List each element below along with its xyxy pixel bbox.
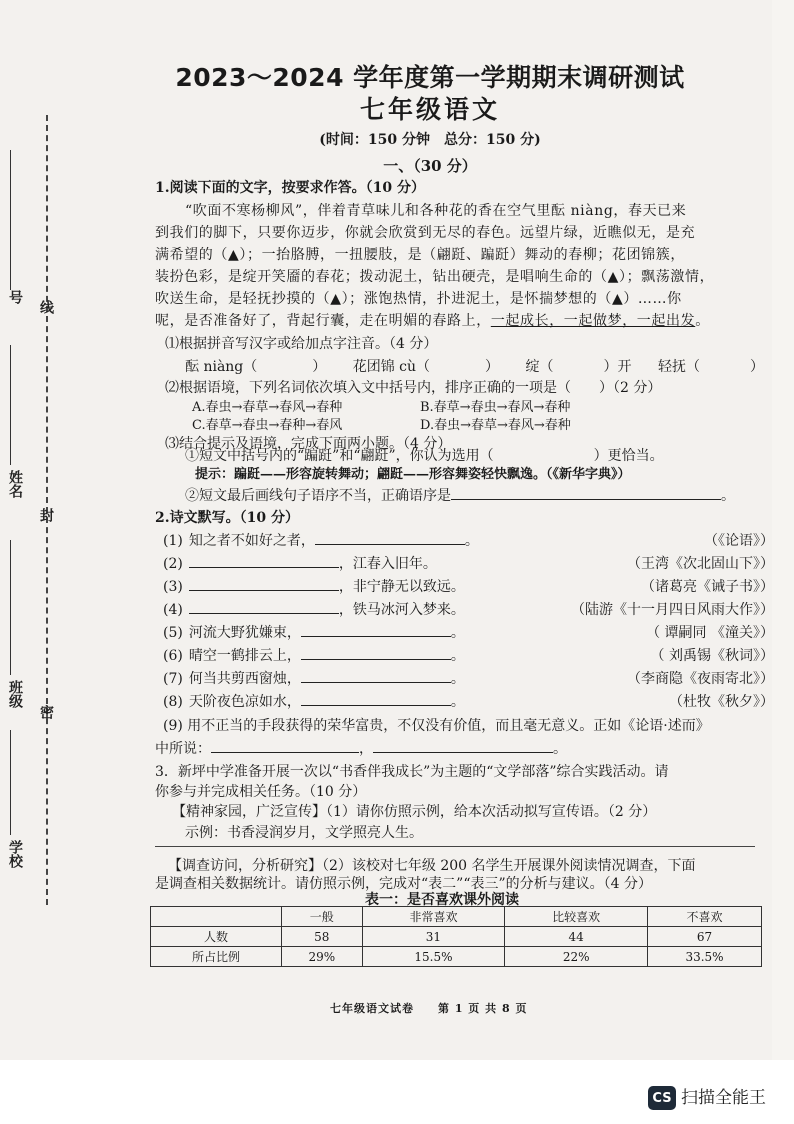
poem-item-source: （ 谭嗣同 《潼关》） bbox=[646, 625, 774, 641]
table-cell: 所占比例 bbox=[151, 947, 282, 967]
poem-item-given: 河流大野犹嫌束， bbox=[188, 625, 301, 641]
exam-subtitle: 七年级语文 bbox=[359, 95, 500, 124]
q1-passage-line-3: 满希望的（▲）；一抬胳膊，一扭腰肢，是（翩跹、蹁跹）舞动的春柳；花团锦簇， bbox=[155, 247, 685, 263]
poem-item-blank[interactable] bbox=[189, 576, 339, 591]
table-header-cell: 一般 bbox=[282, 907, 363, 927]
camscanner-label: 扫描全能王 bbox=[681, 1088, 766, 1108]
q1-sub1-item-2: 花团锦 cù（ bbox=[352, 359, 431, 375]
table-header-cell bbox=[151, 907, 282, 927]
poem-item-number: (5) bbox=[163, 625, 183, 641]
margin-label-hao: 号 bbox=[7, 290, 23, 304]
q1-sub1-items bbox=[185, 357, 764, 377]
q1-passage-line-4: 装扮色彩，是绽开笑靥的春花；拨动泥土，钻出硬壳，是唱响生命的（▲）；飘荡激情， bbox=[155, 269, 715, 285]
q3-task-1: 【精神家园，广泛宣传】（1）请你仿照示例，给本次活动拟写宣传语。（2 分） bbox=[172, 804, 657, 820]
poem-item-blank[interactable] bbox=[301, 668, 451, 683]
poem-item-given: ，非宁静无以致远。 bbox=[338, 579, 465, 595]
margin-label-xingming: 姓名 bbox=[7, 470, 23, 498]
table-cell: 44 bbox=[505, 927, 648, 947]
poem-item-given: 天阶夜色凉如水， bbox=[188, 694, 301, 710]
q1-sub3: ⑶结合提示及语境，完成下面两小题。（4 分） bbox=[165, 436, 452, 452]
q3-task-2-line-2: 是调查相关数据统计。请仿照示例，完成对“表二”“表三”的分析与建议。（4 分） bbox=[155, 876, 652, 892]
table-cell: 人数 bbox=[151, 927, 282, 947]
margin-label-xuexiao: 学校 bbox=[7, 840, 23, 868]
margin-blank-hao bbox=[10, 150, 11, 290]
q1-passage-line-2: 到我们的脚下，只要你迈步，你就会欣赏到无尽的春色。远望片绿，近瞧似无，是充 bbox=[155, 225, 696, 241]
q1-sub3-a bbox=[185, 446, 664, 466]
poem-item-blank[interactable] bbox=[301, 691, 451, 706]
q2-item9-line-1: (9) 用不正当的手段获得的荣华富贵，不仅没有价值，而且毫无意义。正如《论语·述而》 bbox=[163, 718, 710, 734]
poem-item bbox=[163, 599, 465, 620]
q2-item9-blank-2[interactable] bbox=[373, 738, 553, 753]
q3-line-2: 你参与并完成相关任务。（10 分） bbox=[155, 784, 367, 800]
paper-edge bbox=[772, 0, 794, 1060]
table-cell: 29% bbox=[282, 947, 363, 967]
q1-sub1-item-4-close: ） bbox=[749, 359, 764, 375]
q1-sub2-option-d: D.春虫→春草→春风→春种 bbox=[420, 418, 571, 433]
q2-item9-blank-1[interactable] bbox=[211, 738, 359, 753]
table-cell: 58 bbox=[282, 927, 363, 947]
q1-passage-line-5: 吹送生命，是轻抚抄摸的（▲）；涨饱热情，扑进泥土，是怀揣梦想的（▲）……你 bbox=[155, 291, 682, 307]
poem-item bbox=[163, 530, 479, 551]
table-cell: 67 bbox=[648, 927, 762, 947]
q1-heading: 1.阅读下面的文字，按要求作答。（10 分） bbox=[155, 180, 425, 196]
q1-sub3-hint: 提示：蹁跹——形容旋转舞动；翩跹——形容舞姿轻快飘逸。（《新华字典》） bbox=[195, 467, 631, 482]
q1-sub3-a-end: ）更恰当。 bbox=[593, 448, 664, 464]
q1-sub3-b: ②短文最后画线句子语序不当，正确语序是 。 bbox=[185, 485, 735, 506]
q3-line-1: 3．新坪中学准备开展一次以“书香伴我成长”为主题的“文学部落”综合实践活动。请 bbox=[155, 764, 669, 780]
q1-sub1-item-3-close: ）开 bbox=[603, 359, 632, 375]
table-header-cell: 比较喜欢 bbox=[505, 907, 648, 927]
q1-sub1-answer-1[interactable] bbox=[257, 357, 312, 371]
reading-survey-table bbox=[150, 906, 762, 967]
poem-item bbox=[163, 622, 465, 643]
margin-label-xian: 线 bbox=[38, 300, 54, 314]
margin-label-mi: 密 bbox=[38, 705, 54, 719]
q1-passage-line-6 bbox=[155, 311, 710, 331]
poem-item-source: （《论语》） bbox=[704, 533, 774, 549]
poem-item-blank[interactable] bbox=[189, 553, 339, 568]
q2-item9-line-2 bbox=[155, 738, 567, 759]
poem-item-source: （诸葛亮《诫子书》） bbox=[641, 579, 774, 595]
poem-item-given: 知之者不如好之者， bbox=[188, 533, 315, 549]
q1-sub1-item-4: 轻抚（ bbox=[657, 359, 700, 375]
poem-item-given: 。 bbox=[450, 671, 465, 687]
q2-heading: 2.诗文默写。（10 分） bbox=[155, 510, 299, 526]
q1-sub3-b-answer[interactable] bbox=[451, 485, 721, 500]
poem-item-number: (8) bbox=[163, 694, 183, 710]
margin-blank-xingming bbox=[10, 345, 11, 465]
table-1-title: 表一：是否喜欢课外阅读 bbox=[365, 892, 519, 908]
poem-item bbox=[163, 576, 465, 597]
poem-item bbox=[163, 691, 465, 712]
q1-sub2: ⑵根据语境，下列名词依次填入文中括号内，排序正确的一项是（ ）（2 分） bbox=[165, 380, 662, 396]
exam-title: 2023～2024 学年度第一学期期末调研测试 bbox=[175, 63, 685, 92]
q1-sub1-item-1: 酝 niàng（ bbox=[185, 359, 258, 375]
q1-sub3-a-text: ①短文中括号内的“蹁跹”和“翩跹”，你认为选用（ bbox=[185, 448, 494, 464]
poem-item bbox=[163, 668, 465, 689]
poem-item-number: (3) bbox=[163, 579, 183, 595]
table-cell: 33.5% bbox=[648, 947, 762, 967]
margin-blank-banji bbox=[10, 540, 11, 675]
poem-item-blank[interactable] bbox=[301, 645, 451, 660]
q3-example: 示例：书香浸润岁月，文学照亮人生。 bbox=[185, 825, 423, 841]
margin-label-banji: 班级 bbox=[7, 680, 23, 708]
q1-sub3-b-text: ②短文最后画线句子语序不当，正确语序是 bbox=[185, 488, 451, 504]
q1-sub1-answer-4[interactable] bbox=[700, 357, 750, 371]
q1-sub2-option-c: C.春草→春虫→春种→春风 bbox=[192, 418, 343, 433]
poem-item-blank[interactable] bbox=[189, 599, 339, 614]
table-cell: 31 bbox=[362, 927, 505, 947]
poem-item-source: （王湾《次北固山下》） bbox=[627, 556, 774, 572]
poem-item-given: 。 bbox=[464, 533, 479, 549]
section-heading: 一、（30 分） bbox=[383, 157, 477, 175]
camscanner-logo-icon: CS bbox=[648, 1086, 676, 1110]
q3-task-2-line-1: 【调查访问，分析研究】（2）该校对七年级 200 名学生开展课外阅读情况调查，下面 bbox=[168, 858, 696, 874]
q1-passage-period: 。 bbox=[695, 313, 710, 329]
poem-item-source: （李商隐《夜雨寄北》） bbox=[627, 671, 774, 687]
table-header-cell: 非常喜欢 bbox=[362, 907, 505, 927]
poem-item-given: ，铁马冰河入梦来。 bbox=[338, 602, 465, 618]
poem-item-blank[interactable] bbox=[315, 530, 465, 545]
q1-sub2-option-a: A.春虫→春草→春风→春种 bbox=[192, 400, 343, 415]
q1-sub1-item-1-close: ） bbox=[312, 359, 327, 375]
poem-item-number: (7) bbox=[163, 671, 183, 687]
page-footer: 七年级语文试卷 第 1 页 共 8 页 bbox=[330, 1002, 528, 1015]
poem-item-given: ，江春入旧年。 bbox=[338, 556, 437, 572]
table-cell: 22% bbox=[505, 947, 648, 967]
q1-sub1-answer-3[interactable] bbox=[554, 357, 604, 371]
poem-item-number: (6) bbox=[163, 648, 183, 664]
q1-sub1-item-2-close: ） bbox=[485, 359, 500, 375]
poem-item-source: （陆游《十一月四日风雨大作》） bbox=[571, 602, 774, 618]
q1-sub2-option-b: B.春草→春虫→春风→春种 bbox=[420, 400, 571, 415]
poem-item-given: 晴空一鹤排云上， bbox=[188, 648, 301, 664]
q2-item9-end: 。 bbox=[553, 741, 567, 757]
q1-passage-line-1: “吹面不寒杨柳风”，伴着青草味儿和各种花的香在空气里酝 niàng，春天已来 bbox=[185, 203, 687, 219]
q1-sub1: ⑴根据拼音写汉字或给加点字注音。（4 分） bbox=[165, 336, 438, 352]
poem-item-given: 。 bbox=[450, 648, 465, 664]
poem-item bbox=[163, 553, 437, 574]
table-cell: 15.5% bbox=[362, 947, 505, 967]
q1-sub1-item-3: 绽（ bbox=[525, 359, 554, 375]
poem-item-number: (2) bbox=[163, 556, 183, 572]
q3-answer-line[interactable] bbox=[155, 846, 755, 847]
poem-item-given: 。 bbox=[450, 694, 465, 710]
q2-item9-lead: 中所说： bbox=[155, 741, 211, 757]
table-row bbox=[151, 947, 762, 967]
q1-sub3-a-answer[interactable] bbox=[494, 446, 594, 460]
poem-item-number: (1) bbox=[163, 533, 183, 549]
poem-item-given: 。 bbox=[450, 625, 465, 641]
q2-item9-sep: ， bbox=[359, 741, 373, 757]
margin-label-feng: 封 bbox=[38, 508, 54, 522]
table-header-row bbox=[151, 907, 762, 927]
poem-item-source: （ 刘禹锡《秋词》） bbox=[650, 648, 774, 664]
poem-item bbox=[163, 645, 465, 666]
poem-item-number: (4) bbox=[163, 602, 183, 618]
exam-meta: (时间：150 分钟 总分：150 分) bbox=[319, 132, 541, 148]
margin-blank-xuexiao bbox=[10, 730, 11, 835]
table-header-cell: 不喜欢 bbox=[648, 907, 762, 927]
q1-passage-line-6-text: 呢，是否准备好了，背起行囊，走在明媚的春路上， bbox=[155, 313, 491, 329]
q1-sub1-answer-2[interactable] bbox=[430, 357, 485, 371]
poem-item-blank[interactable] bbox=[301, 622, 451, 637]
poem-item-source: （杜牧《秋夕》） bbox=[669, 694, 774, 710]
q1-underlined-sentence: 一起成长，一起做梦，一起出发 bbox=[490, 313, 696, 329]
table-row bbox=[151, 927, 762, 947]
poem-item-given: 何当共剪西窗烛， bbox=[188, 671, 301, 687]
